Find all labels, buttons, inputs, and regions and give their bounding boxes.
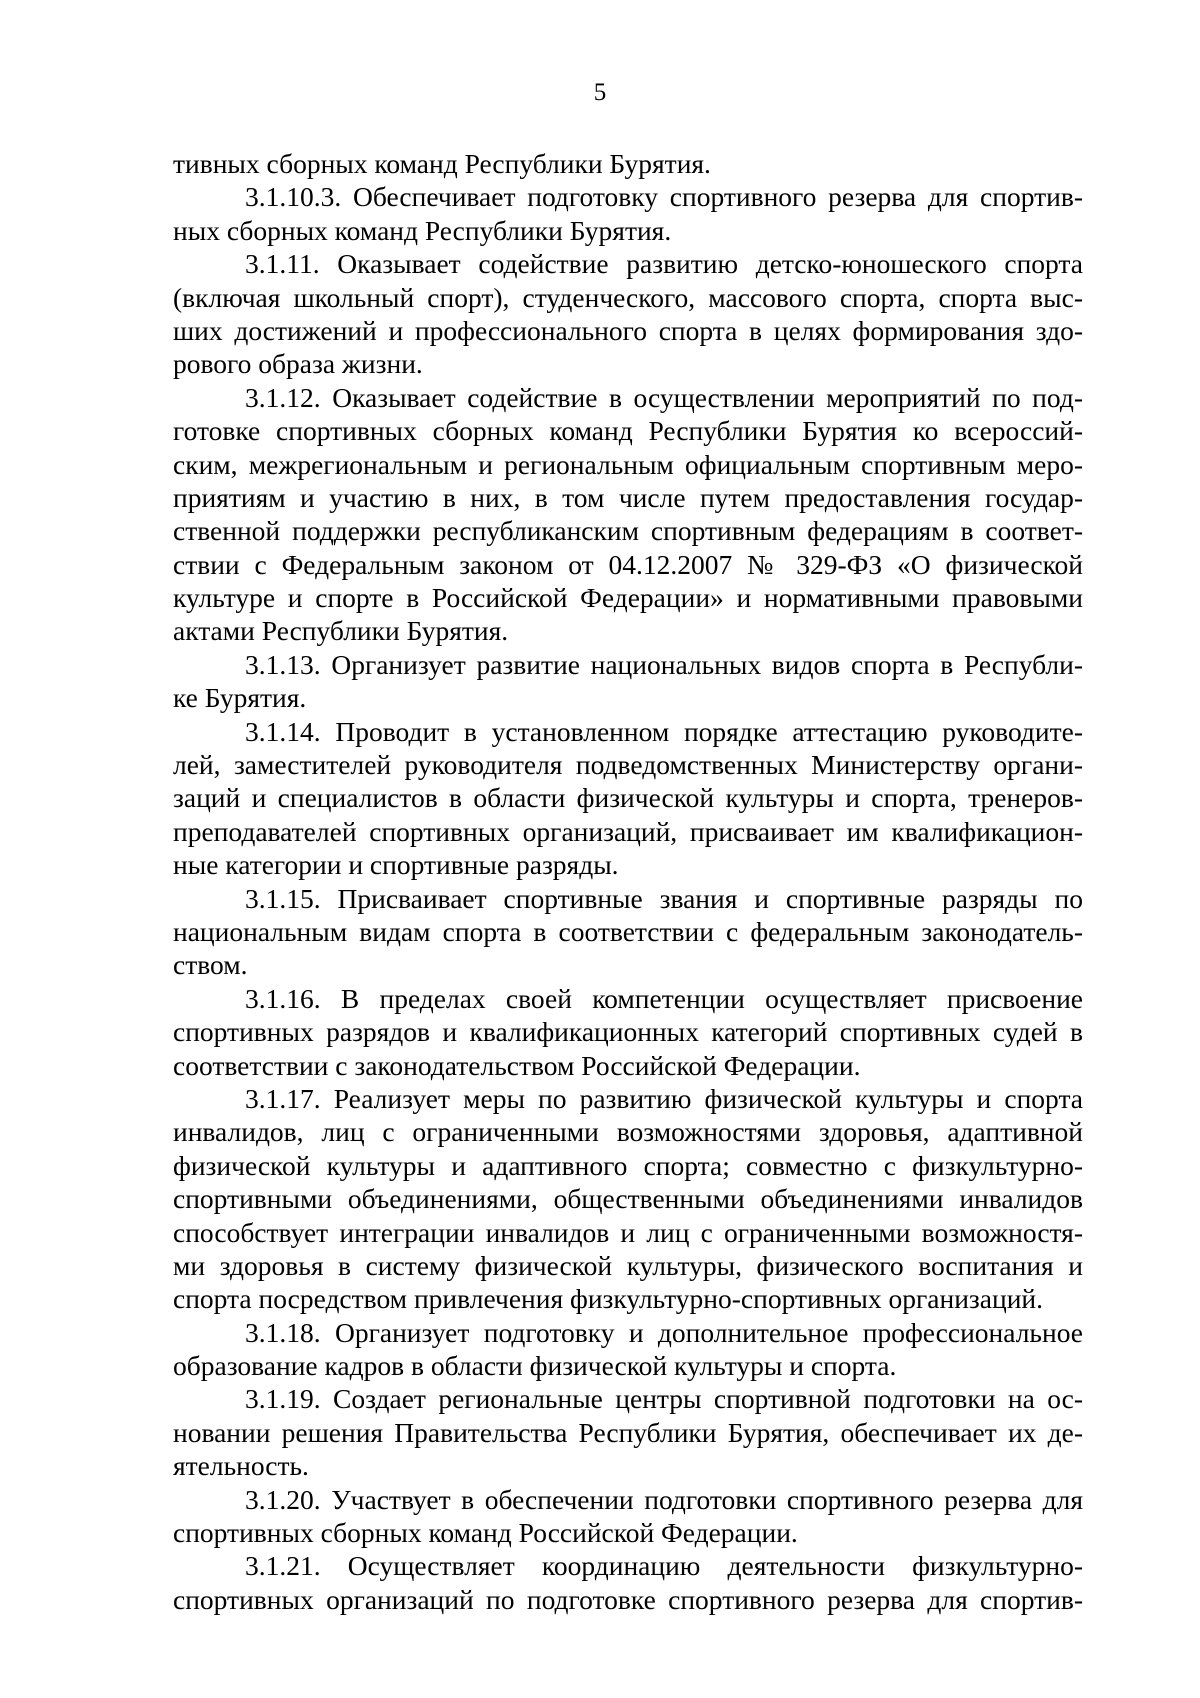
text-line: 3.1.11. Оказывает содействие развитию детско-юношеского спорта [245,248,1083,280]
text-line: 3.1.16. В пределах своей компетенции осуществляет присвоение [245,982,1083,1014]
text-line: 3.1.14. Проводит в установленном порядке аттестацию руководите- [245,715,1083,747]
text-line: заций и специалистов в области физической культуры и спорта, тренеров- [173,782,1083,814]
text-line: приятиям и участию в них, в том числе путем предоставления государ- [173,481,1083,513]
text-line: ных сборных команд Республики Бурятия. [173,214,672,246]
text-line: ные категории и спортивные разряды. [173,849,619,881]
text-line: 3.1.17. Реализует меры по развитию физической культуры и спорта [245,1082,1083,1114]
paragraph [173,982,1083,1082]
text-line: спортивных сборных команд Российской Федерации. [173,1517,798,1549]
paragraph [173,648,1083,715]
page-number: 5 [593,79,607,106]
text-line: физической культуры и адаптивного спорта; совместно с физкультурно- [173,1149,1083,1181]
text-line: 3.1.20. Участвует в обеспечении подготовки спортивного резерва для [245,1483,1083,1515]
paragraph [173,1382,1083,1482]
text-line: ке Бурятия. [173,682,307,714]
text-line: ственной поддержки республиканским спортивным федерациям в соответ- [173,515,1083,547]
text-line: 3.1.15. Присваивает спортивные звания и спортивные разряды по [245,882,1083,914]
paragraph [173,247,1083,381]
text-line: новании решения Правительства Республики Бурятия, обеспечивает их де- [173,1416,1083,1448]
text-line: ших достижений и профессионального спорта в целях формирования здо- [173,314,1083,346]
text-line: преподавателей спортивных организаций, присваивает им квалификацион- [173,815,1083,847]
text-line: (включая школьный спорт), студенческого, массового спорта, спорта выс- [173,281,1083,313]
text-line: 3.1.21. Осуществляет координацию деятельности физкультурно- [245,1550,1083,1582]
text-line: спортивных организаций по подготовке спортивного резерва для спортив- [173,1583,1083,1615]
paragraph [173,715,1083,882]
paragraph [173,1549,1083,1616]
text-line: 3.1.10.3. Обеспечивает подготовку спортивного резерва для спортив- [245,181,1083,213]
paragraph [173,180,1083,247]
text-line: готовке спортивных сборных команд Республики Бурятия ко всероссий- [173,415,1083,447]
text-line: спортивными объединениями, общественными объединениями инвалидов [173,1183,1083,1215]
paragraph [173,381,1083,648]
text-line: ствии с Федеральным законом от 04.12.2007 № 329-ФЗ «О физической [173,548,1083,580]
text-line: инвалидов, лиц с ограниченными возможностями здоровья, адаптивной [173,1116,1083,1148]
text-line: ятельность. [173,1450,309,1482]
text-line: 3.1.18. Организует подготовку и дополнительное профессиональное [245,1316,1083,1348]
text-line: ским, межрегиональным и региональным официальным спортивным меро- [173,448,1083,480]
document-body [173,147,1083,1616]
text-line: лей, заместителей руководителя подведомственных Министерству органи- [173,749,1083,781]
text-line: соответствии с законодательством Российской Федерации. [173,1049,861,1081]
paragraph [173,882,1083,982]
paragraph [173,1316,1083,1383]
text-line: национальным видам спорта в соответствии с федеральным законодатель- [173,915,1083,947]
text-line: тивных сборных команд Республики Бурятия. [173,148,711,179]
paragraph [173,147,1083,180]
text-line: 3.1.12. Оказывает содействие в осуществлении мероприятий по под- [245,381,1083,413]
text-line: образование кадров в области физической культуры и спорта. [173,1350,897,1382]
paragraph [173,1483,1083,1550]
paragraph [173,1082,1083,1316]
text-line: спортивных разрядов и квалификационных категорий спортивных судей в [173,1016,1083,1048]
text-line: ми здоровья в систему физической культуры, физического воспитания и [173,1249,1083,1281]
text-line: актами Республики Бурятия. [173,615,509,647]
text-line: ством. [173,949,248,981]
text-line: способствует интеграции инвалидов и лиц с ограниченными возможностя- [173,1216,1083,1248]
text-line: рового образа жизни. [173,348,423,380]
text-line: 3.1.13. Организует развитие национальных видов спорта в Республи- [245,648,1083,680]
text-line: 3.1.19. Создает региональные центры спортивной подготовки на ос- [245,1383,1083,1415]
text-line: культуре и спорте в Российской Федерации» и нормативными правовыми [173,582,1083,614]
text-line: спорта посредством привлечения физкультурно-спортивных организаций. [173,1283,1044,1315]
